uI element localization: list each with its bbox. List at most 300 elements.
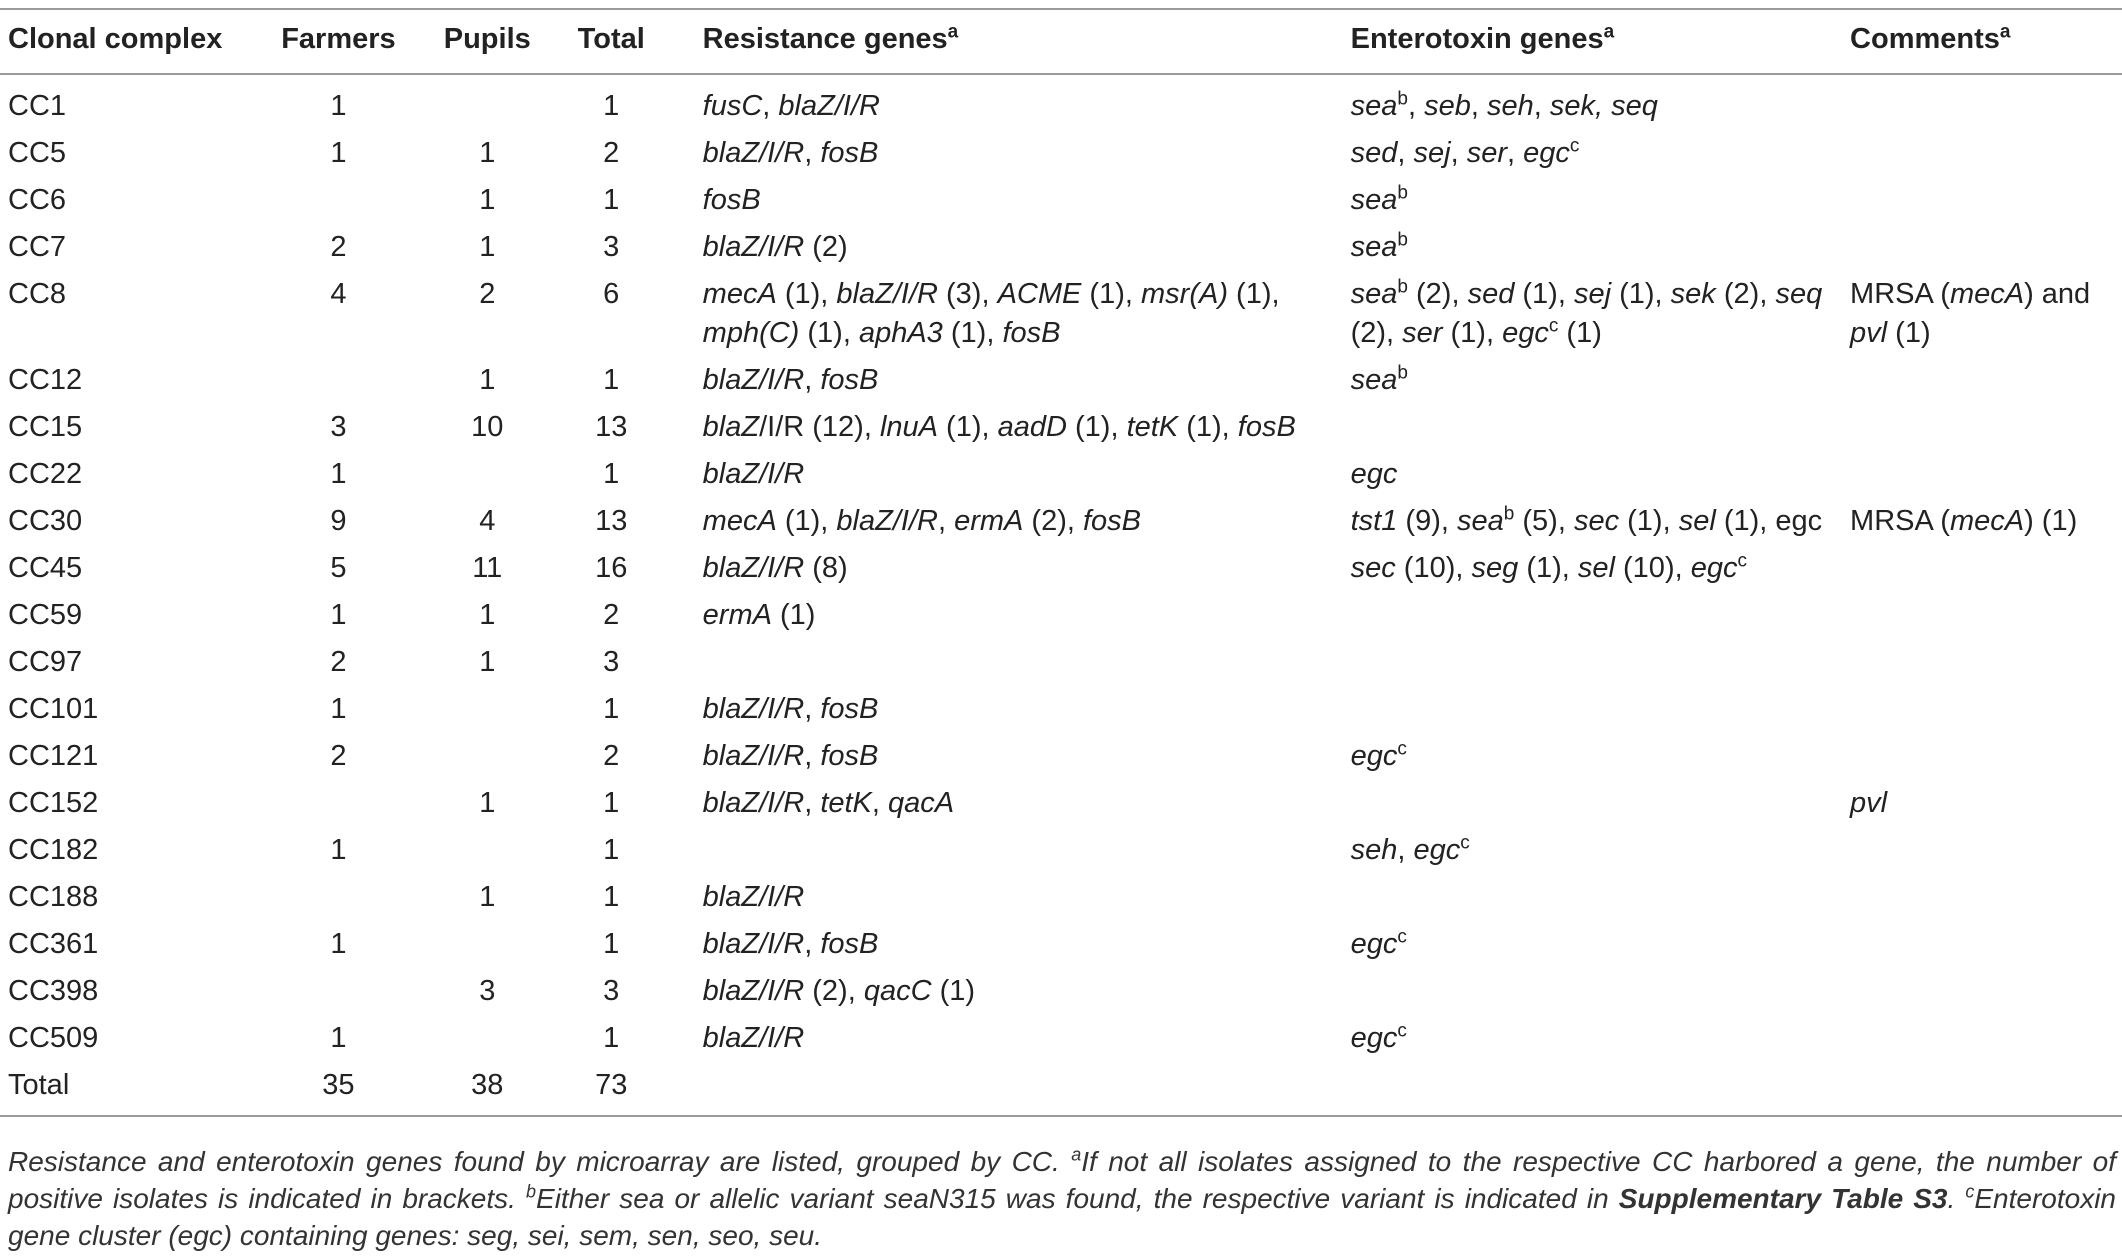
cell-comments xyxy=(1850,827,2122,874)
cell-comments xyxy=(1850,874,2122,921)
cell-comments xyxy=(1850,130,2122,177)
text-fragment: (1), xyxy=(1514,278,1574,310)
cell-farmers xyxy=(252,968,425,1015)
gene-name: blaZ/I/R xyxy=(778,90,880,122)
cell-line xyxy=(703,275,1351,314)
table-row xyxy=(0,74,2122,130)
cell-clonal-complex: CC398 xyxy=(8,975,99,1007)
cell-resistance-genes xyxy=(673,224,1351,271)
text-fragment: (3), xyxy=(937,278,998,310)
text-fragment: Enterotoxin gene cluster (egc) containing genes: seg, sei, sem, sen, seo, seu. xyxy=(8,1183,2116,1251)
gene-name: blaZ/I/R xyxy=(702,458,805,490)
cell-clonal-complex: CC5 xyxy=(8,137,67,169)
gene-name: blaZ/I/R xyxy=(836,278,938,310)
gene-name: blaZ/I/R xyxy=(702,552,805,584)
cell-comments xyxy=(1850,733,2122,780)
cell-clonal-complex: CC59 xyxy=(8,599,83,631)
cell-comments xyxy=(1850,271,2122,357)
text-fragment: (1) xyxy=(1887,317,1931,349)
table-row xyxy=(0,357,2122,404)
cell-clonal-complex: CC22 xyxy=(8,458,83,490)
cell-resistance-genes xyxy=(673,780,1351,827)
cell-enterotoxin-genes xyxy=(1351,968,1850,1015)
text-fragment: , xyxy=(1470,90,1487,122)
text-fragment: (1), xyxy=(776,278,837,310)
text-fragment: Either sea or allelic variant seaN315 was found, the respective variant is indicated in xyxy=(536,1183,1619,1214)
cell-farmers xyxy=(252,780,425,827)
cell-farmers: 1 xyxy=(330,599,347,631)
cell-clonal-complex: CC7 xyxy=(8,231,67,263)
text-fragment: (1), egc xyxy=(1715,505,1823,537)
cell-resistance-genes xyxy=(673,1015,1351,1062)
footnote-marker: b xyxy=(1397,182,1408,204)
cell-total: 1 xyxy=(603,928,620,960)
cell-comments xyxy=(1850,921,2122,968)
cell-line xyxy=(1351,502,1850,541)
gene-name: fosB xyxy=(1002,317,1061,349)
cell-line xyxy=(703,87,1351,126)
cell-comments xyxy=(1850,1015,2122,1062)
cell-total: 6 xyxy=(603,278,620,310)
cell-comments xyxy=(1850,404,2122,451)
cell-pupils: 1 xyxy=(479,599,496,631)
gene-name: ermA xyxy=(954,505,1024,537)
cell-clonal-complex: CC188 xyxy=(8,881,99,913)
text-fragment: (1), xyxy=(1442,317,1503,349)
table-row xyxy=(0,545,2122,592)
gene-name: tetK xyxy=(1126,411,1179,443)
cell-comments xyxy=(1850,592,2122,639)
cell-farmers xyxy=(252,357,425,404)
table-row xyxy=(0,780,2122,827)
footnote-marker-a: a xyxy=(947,21,959,43)
cell-line xyxy=(703,228,1351,267)
cell-resistance-genes xyxy=(673,451,1351,498)
cell-enterotoxin-genes xyxy=(1351,451,1850,498)
cell-clonal-complex: CC152 xyxy=(8,787,99,819)
cell-line xyxy=(703,361,1351,400)
gene-name: sec xyxy=(1350,552,1396,584)
gene-name: seh xyxy=(1486,90,1534,122)
text-fragment: ) and xyxy=(2024,278,2091,310)
table-row xyxy=(0,874,2122,921)
header-comments: Comments$^a$ xyxy=(1850,9,2122,74)
gene-name: fosB xyxy=(1083,505,1142,537)
cell-resistance-genes xyxy=(673,74,1351,130)
cell-comments xyxy=(1850,639,2122,686)
text-fragment: (1), xyxy=(776,505,837,537)
cell-clonal-complex: CC121 xyxy=(8,740,99,772)
cell-line xyxy=(1351,87,1850,126)
gene-name: qacC xyxy=(863,975,932,1007)
text-fragment: , xyxy=(762,90,779,122)
text-fragment: (2), xyxy=(1715,278,1776,310)
cell-line xyxy=(703,549,1351,588)
footnote-marker: c xyxy=(1397,1020,1407,1042)
text-fragment: /I/R (12), xyxy=(759,411,880,443)
cell-resistance-genes xyxy=(673,177,1351,224)
cell-enterotoxin-genes xyxy=(1351,921,1850,968)
text-fragment: (2), xyxy=(804,975,864,1007)
cell-farmers: 1 xyxy=(330,834,347,866)
text-fragment: (1), xyxy=(1227,278,1280,310)
header-enterotoxin-genes: Enterotoxin genes$^a$ xyxy=(1351,9,1850,74)
text-fragment: (1) xyxy=(771,599,816,631)
gene-name: fosB xyxy=(820,364,879,396)
table-row xyxy=(0,451,2122,498)
cell-enterotoxin-genes xyxy=(1351,1062,1850,1116)
text-fragment: (1) xyxy=(931,975,976,1007)
cell-line xyxy=(703,1019,1351,1058)
cell-line xyxy=(703,314,1351,353)
text-fragment: , xyxy=(1397,834,1414,866)
cell-resistance-genes xyxy=(673,874,1351,921)
gene-name: egc xyxy=(1350,458,1398,490)
gene-name: sel xyxy=(1577,552,1615,584)
cell-enterotoxin-genes xyxy=(1351,780,1850,827)
cell-line xyxy=(1351,275,1850,314)
cell-line xyxy=(1351,737,1850,776)
gene-name: qacA xyxy=(888,787,955,819)
cell-total: 3 xyxy=(603,975,620,1007)
cell-farmers: 1 xyxy=(330,90,347,122)
cell-resistance-genes xyxy=(673,357,1351,404)
cell-farmers: 1 xyxy=(330,137,347,169)
cell-total: 1 xyxy=(603,693,620,725)
cell-enterotoxin-genes xyxy=(1351,639,1850,686)
gene-name: fosB xyxy=(820,740,879,772)
cell-total: 16 xyxy=(595,552,628,584)
text-fragment: (1) xyxy=(1558,317,1602,349)
cell-resistance-genes xyxy=(673,130,1351,177)
cell-total: 2 xyxy=(603,740,620,772)
cell-resistance-genes xyxy=(673,639,1351,686)
cell-farmers xyxy=(252,177,425,224)
gene-name: fosB xyxy=(820,693,879,725)
cell-total: 3 xyxy=(603,231,620,263)
text-fragment: (1), xyxy=(942,317,1003,349)
table-row xyxy=(0,968,2122,1015)
cell-pupils xyxy=(425,733,550,780)
cell-enterotoxin-genes xyxy=(1351,357,1850,404)
gene-name: egc xyxy=(1690,552,1738,584)
gene-name: seg xyxy=(1471,552,1519,584)
cell-pupils: 1 xyxy=(479,646,496,678)
cell-line xyxy=(1850,784,2122,823)
gene-name: egc xyxy=(1350,740,1398,772)
cell-farmers: 2 xyxy=(330,646,347,678)
table-row xyxy=(0,686,2122,733)
text-fragment: (10), xyxy=(1614,552,1691,584)
cell-total: 1 xyxy=(603,834,620,866)
text-fragment: (1), xyxy=(1611,278,1671,310)
cell-line xyxy=(703,596,1351,635)
gene-name: seb xyxy=(1424,90,1471,122)
table-row xyxy=(0,224,2122,271)
gene-name: blaZ/I/R xyxy=(702,787,805,819)
cell-resistance-genes xyxy=(673,686,1351,733)
table-row xyxy=(0,1015,2122,1062)
gene-name: mecA xyxy=(702,278,777,310)
table-row xyxy=(0,404,2122,451)
cell-farmers: 2 xyxy=(330,740,347,772)
text-fragment: (1), xyxy=(1066,411,1127,443)
cell-pupils: 3 xyxy=(479,975,496,1007)
cell-enterotoxin-genes xyxy=(1351,545,1850,592)
cell-pupils xyxy=(425,921,550,968)
cell-total: 13 xyxy=(595,411,628,443)
cell-pupils: 2 xyxy=(479,278,496,310)
text-fragment: , xyxy=(937,505,955,537)
gene-name: sek xyxy=(1670,278,1716,310)
cell-clonal-complex: CC12 xyxy=(8,364,83,396)
gene-name: sej xyxy=(1573,278,1612,310)
cell-line xyxy=(703,408,1351,447)
cell-farmers: 1 xyxy=(330,458,347,490)
gene-name: blaZ/I/R xyxy=(702,928,805,960)
gene-name: egc xyxy=(1502,317,1549,349)
cell-resistance-genes xyxy=(673,592,1351,639)
gene-name: fosB xyxy=(702,184,761,216)
gene-name: blaZ/I/R xyxy=(702,975,805,1007)
table-body xyxy=(0,74,2122,1116)
cell-line xyxy=(703,181,1351,220)
header-row xyxy=(0,9,2122,74)
cell-line xyxy=(1351,181,1850,220)
cell-total: 2 xyxy=(603,137,620,169)
text-fragment: , xyxy=(871,787,889,819)
text-fragment: , xyxy=(1407,90,1425,122)
gene-name: blaZ xyxy=(702,411,760,443)
cell-clonal-complex: CC45 xyxy=(8,552,83,584)
gene-name: mecA xyxy=(1949,505,2025,537)
cell-total: 1 xyxy=(603,90,620,122)
cell-line xyxy=(1850,275,2122,314)
text-fragment: (1), xyxy=(1178,411,1238,443)
header-resistance-genes: Resistance genes$^a$ xyxy=(673,9,1351,74)
gene-name: blaZ/I/R xyxy=(702,740,805,772)
text-fragment: , xyxy=(1397,137,1414,169)
cell-clonal-complex: Total xyxy=(0,1062,252,1116)
gene-name: ACME xyxy=(997,278,1082,310)
cell-clonal-complex: CC30 xyxy=(8,505,83,537)
cell-line xyxy=(703,455,1351,494)
text-fragment: If not all isolates assigned to the respective CC harbored a gene, the number of positive isolates is indicated in brackets. xyxy=(8,1146,2116,1214)
cell-enterotoxin-genes xyxy=(1351,74,1850,130)
gene-name: sel xyxy=(1678,505,1716,537)
header-farmers: Farmers xyxy=(252,9,425,74)
header-pupils: Pupils xyxy=(425,9,550,74)
footnote-marker-a: a xyxy=(1603,21,1615,43)
cell-enterotoxin-genes xyxy=(1351,224,1850,271)
text-fragment: (9), xyxy=(1397,505,1457,537)
gene-name: msr(A) xyxy=(1141,278,1228,310)
cell-resistance-genes xyxy=(673,498,1351,545)
gene-name: mecA xyxy=(702,505,777,537)
cell-total: 1 xyxy=(603,1022,620,1054)
cell-line xyxy=(703,925,1351,964)
gene-name: mecA xyxy=(1949,278,2025,310)
text-fragment: , xyxy=(1450,137,1467,169)
gene-name: egc xyxy=(1350,1022,1398,1054)
cell-line xyxy=(1351,925,1850,964)
text-fragment: (2), xyxy=(1350,317,1403,349)
gene-name: pvl xyxy=(1850,787,1888,819)
table-header xyxy=(0,9,2122,74)
cell-farmers: 1 xyxy=(330,693,347,725)
gene-name: ser xyxy=(1402,317,1443,349)
cell-pupils xyxy=(425,686,550,733)
cell-line xyxy=(1850,502,2122,541)
cell-clonal-complex: CC15 xyxy=(8,411,83,443)
gene-name: fosB xyxy=(820,928,879,960)
gene-name: sea xyxy=(1350,184,1398,216)
cell-pupils: 10 xyxy=(471,411,504,443)
cell-farmers: 1 xyxy=(330,1022,347,1054)
cell-resistance-genes xyxy=(673,545,1351,592)
gene-name: fusC xyxy=(702,90,763,122)
table-row xyxy=(0,1062,2122,1116)
text-fragment: (8) xyxy=(804,552,848,584)
cell-total: 2 xyxy=(603,599,620,631)
text-fragment: (5), xyxy=(1514,505,1574,537)
footnote-marker: b xyxy=(1397,362,1408,384)
text-fragment: , xyxy=(804,928,821,960)
cell-enterotoxin-genes xyxy=(1351,874,1850,921)
cell-enterotoxin-genes xyxy=(1351,404,1850,451)
cell-resistance-genes xyxy=(673,921,1351,968)
gene-name: aadD xyxy=(997,411,1067,443)
text-fragment: , xyxy=(804,787,821,819)
cell-total: 1 xyxy=(603,787,620,819)
text-fragment: (1), xyxy=(1081,278,1141,310)
cell-resistance-genes xyxy=(673,968,1351,1015)
gene-name: egc xyxy=(1350,928,1398,960)
gene-name: fosB xyxy=(1237,411,1296,443)
text-fragment: (10), xyxy=(1395,552,1472,584)
cell-line xyxy=(1351,549,1850,588)
text-fragment: , xyxy=(804,137,821,169)
cell-line xyxy=(1351,831,1850,870)
cell-line xyxy=(703,878,1351,917)
cell-comments xyxy=(1850,545,2122,592)
cell-farmers: 1 xyxy=(330,928,347,960)
cell-pupils xyxy=(425,74,550,130)
gene-name: sed xyxy=(1350,137,1398,169)
cell-comments xyxy=(1850,74,2122,130)
cell-clonal-complex: CC6 xyxy=(8,184,67,216)
cell-enterotoxin-genes xyxy=(1351,498,1850,545)
table-row xyxy=(0,271,2122,357)
cell-clonal-complex: CC101 xyxy=(8,693,99,725)
gene-name: ermA xyxy=(702,599,772,631)
cell-clonal-complex: CC1 xyxy=(8,90,67,122)
cell-pupils: 1 xyxy=(479,137,496,169)
gene-name: ser xyxy=(1466,137,1507,169)
text-fragment: ) (1) xyxy=(2024,505,2078,537)
cell-total: 13 xyxy=(595,505,628,537)
cell-total: 1 xyxy=(603,364,620,396)
cell-comments xyxy=(1850,1062,2122,1116)
gene-name: sej xyxy=(1413,137,1451,169)
cell-pupils: 11 xyxy=(472,552,503,584)
gene-name: egc xyxy=(1413,834,1461,866)
cell-total: 1 xyxy=(603,184,620,216)
cell-farmers: 5 xyxy=(330,552,347,584)
cell-total: 73 xyxy=(550,1062,673,1116)
text-fragment: (1), xyxy=(1619,505,1679,537)
cell-total: 1 xyxy=(603,458,620,490)
cell-pupils: 1 xyxy=(479,881,496,913)
cell-comments xyxy=(1850,451,2122,498)
cell-comments xyxy=(1850,177,2122,224)
table-row xyxy=(0,921,2122,968)
header-total: Total xyxy=(550,9,673,74)
gene-name: blaZ/I/R xyxy=(702,231,805,263)
cell-pupils: 38 xyxy=(425,1062,550,1116)
cell-pupils xyxy=(425,1015,550,1062)
cell-line xyxy=(1351,314,1850,353)
gene-name: lnuA xyxy=(879,411,938,443)
gene-name: sed xyxy=(1467,278,1515,310)
cell-line xyxy=(1351,1019,1850,1058)
table-row xyxy=(0,592,2122,639)
cell-line xyxy=(1351,361,1850,400)
cell-resistance-genes xyxy=(673,827,1351,874)
cell-farmers: 4 xyxy=(330,278,347,310)
gene-name: sec xyxy=(1573,505,1620,537)
footnote-marker: c xyxy=(1737,550,1747,572)
footnote-marker: c xyxy=(1460,832,1470,854)
cell-farmers xyxy=(252,874,425,921)
gene-name: fosB xyxy=(820,137,879,169)
clonal-complex-table xyxy=(0,8,2122,1117)
gene-name: mph(C) xyxy=(702,317,800,349)
text-fragment: (1), xyxy=(937,411,998,443)
footnote-marker: c xyxy=(1397,738,1407,760)
header-clonal-complex: Clonal complex xyxy=(0,9,252,74)
text-fragment: Resistance and enterotoxin genes found by microarray are listed, grouped by CC. xyxy=(8,1146,1072,1177)
footnote-marker: b xyxy=(1397,88,1408,110)
cell-line xyxy=(703,972,1351,1011)
cell-clonal-complex: CC361 xyxy=(8,928,99,960)
cell-pupils: 4 xyxy=(479,505,496,537)
cell-enterotoxin-genes xyxy=(1351,827,1850,874)
cell-enterotoxin-genes xyxy=(1351,686,1850,733)
footnote-marker: b xyxy=(1503,503,1515,525)
footnote-marker-a: a xyxy=(1999,21,2011,43)
table-footnote xyxy=(8,1143,2116,1254)
cell-enterotoxin-genes xyxy=(1351,733,1850,780)
cell-comments xyxy=(1850,357,2122,404)
cell-farmers: 35 xyxy=(252,1062,425,1116)
cell-line xyxy=(703,784,1351,823)
cell-resistance-genes xyxy=(673,404,1351,451)
footnote-marker: a xyxy=(1071,1144,1082,1165)
cell-farmers: 3 xyxy=(330,411,347,443)
text-fragment: (1), xyxy=(1518,552,1578,584)
text-fragment: , xyxy=(1507,137,1524,169)
cell-enterotoxin-genes xyxy=(1351,130,1850,177)
gene-name: pvl xyxy=(1850,317,1888,349)
gene-name: sea xyxy=(1350,231,1398,263)
cell-pupils xyxy=(425,827,550,874)
table-row xyxy=(0,827,2122,874)
cell-pupils: 1 xyxy=(479,184,496,216)
gene-name: tst1 xyxy=(1350,505,1398,537)
cell-comments xyxy=(1850,224,2122,271)
gene-name: sea xyxy=(1350,90,1398,122)
